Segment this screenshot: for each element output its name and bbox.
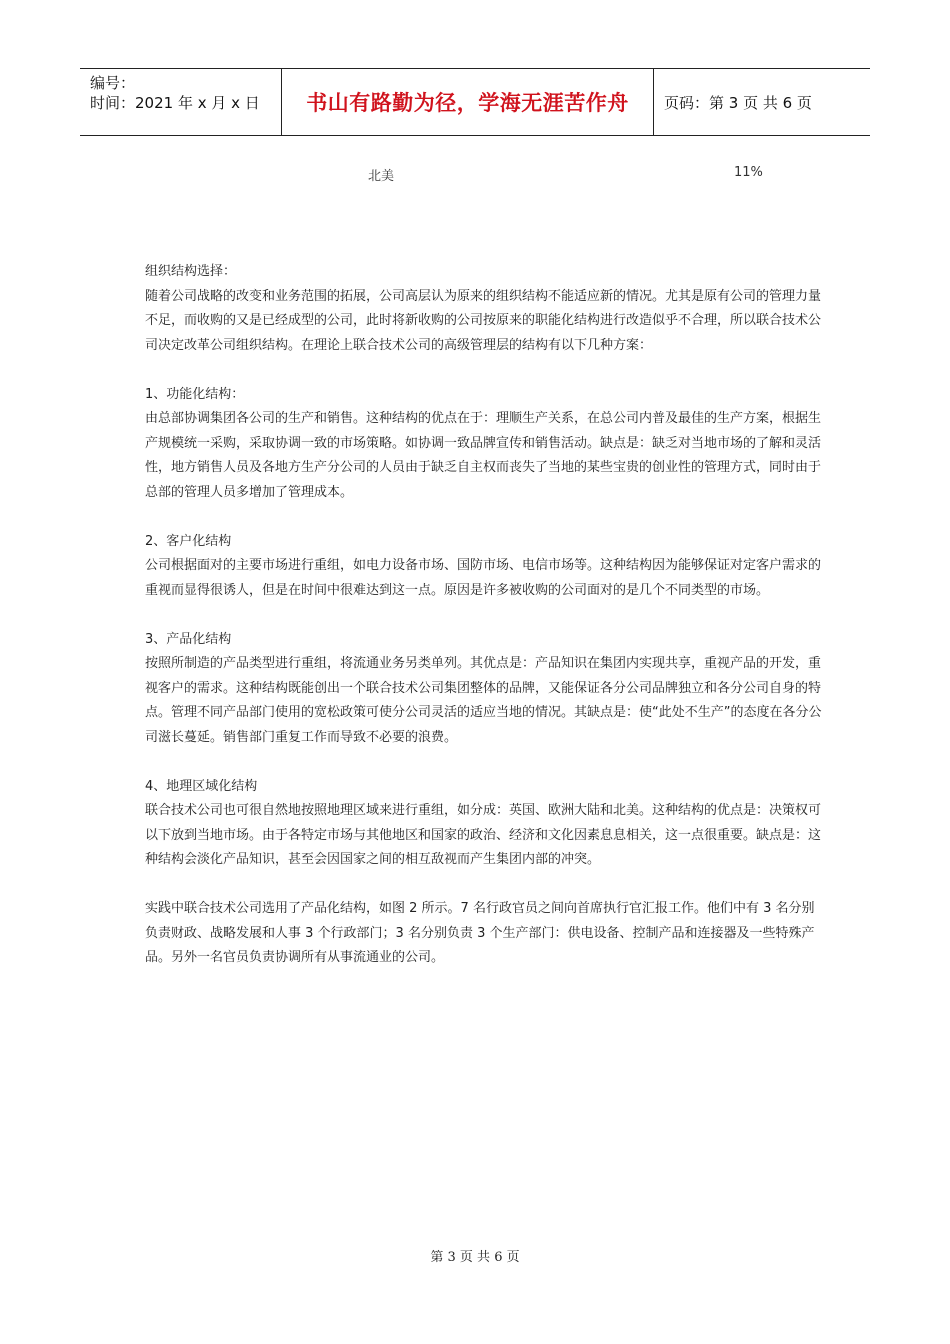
table-cell-percent: 11% — [734, 165, 763, 180]
page-footer: 第 3 页 共 6 页 — [430, 1250, 520, 1265]
section-title-product: 3、产品化结构 — [145, 631, 232, 647]
document-body — [145, 260, 825, 971]
header-motto: 书山有路勤为径，学海无涯苦作舟 — [282, 69, 654, 135]
paragraph-intro: 随着公司战略的改变和业务范围的拓展，公司高层认为原来的组织结构不能适应新的情况。尤其是原有公司的管理力量不足，而收购的又是已经成型的公司，此时将新收购的公司按原来的职能化结构进行改造似乎不合理，所以联合技术公司决定改革公司组织结构。在理论上联合技术公司的高级管理层的结构有以下几种方案： — [145, 288, 822, 353]
doc-date-label: 时间：2021 年 x 月 x 日 — [90, 94, 260, 112]
doc-number-label: 编号： — [90, 74, 136, 92]
paragraph-practice: 实践中联合技术公司选用了产品化结构，如图 2 所示。7 名行政官员之间向首席执行官汇报工作。他们中有 3 名分别负责财政、战略发展和人事 3 个行政部门；3 名分别负责 3 个生产部门：供电设备、控制产品和连接器及一些特殊产品。另外一名官员负责协调所有从事流通业的公司。 — [145, 901, 815, 965]
section-title-functional: 1、功能化结构： — [145, 386, 245, 402]
section-title-geographic: 4、地理区域化结构 — [145, 778, 258, 794]
paragraph-product: 按照所制造的产品类型进行重组，将流通业务另类单列。其优点是：产品知识在集团内实现共享，重视产品的开发，重视客户的需求。这种结构既能创出一个联合技术公司集团整体的品牌，又能保证各分公司品牌独立和各分公司自身的特点。管理不同产品部门使用的宽松政策可使分公司灵活的适应当地的情况。其缺点是：使“此处不生产”的态度在各分公司滋长蔓延。销售部门重复工作而导致不必要的浪费。 — [145, 656, 822, 745]
paragraph-functional: 由总部协调集团各公司的生产和销售。这种结构的优点在于：理顺生产关系，在总公司内普及最佳的生产方案，根据生产规模统一采购，采取协调一致的市场策略。如协调一致品牌宣传和销售活动。缺点是：缺乏对当地市场的了解和灵活性，地方销售人员及各地方生产分公司的人员由于缺乏自主权而丧失了当地的某些宝贵的创业性的管理方式，同时由于总部的管理人员多增加了管理成本。 — [145, 411, 822, 500]
section-heading-org: 组织结构选择： — [145, 264, 237, 279]
paragraph-customer: 公司根据面对的主要市场进行重组，如电力设备市场、国防市场、电信市场等。这种结构因为能够保证对定客户需求的重视而显得很诱人，但是在时间中很难达到这一点。原因是许多被收购的公司面对的是几个不同类型的市场。 — [145, 558, 822, 598]
table-cell-region: 北美 — [368, 169, 395, 184]
document-header — [80, 68, 870, 136]
header-meta-cell — [80, 69, 282, 135]
section-title-customer: 2、客户化结构 — [145, 533, 232, 549]
paragraph-geographic: 联合技术公司也可很自然地按照地理区域来进行重组，如分成：英国、欧洲大陆和北美。这种结构的优点是：决策权可以下放到当地市场。由于各特定市场与其他地区和国家的政治、经济和文化因素息息相关，这一点很重要。缺点是：这种结构会淡化产品知识，甚至会因国家之间的相互敌视而产生集团内部的冲突。 — [145, 803, 822, 867]
header-page-number: 页码：第 3 页 共 6 页 — [664, 93, 812, 112]
